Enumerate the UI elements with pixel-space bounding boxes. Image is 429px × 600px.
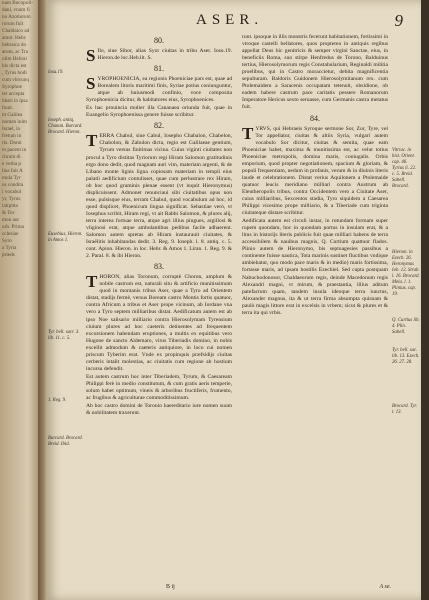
previous-page-line: lius fuit A [2,168,23,174]
previous-page-line: cum vbicunq [2,77,29,83]
entry-number: 81. [154,64,164,74]
previous-page-line: & Tor [2,210,15,216]
previous-page-line: olim Hebrai [2,56,27,62]
previous-page-line: nomen inim [2,119,27,125]
previous-page-line: arum, ac Tra [2,49,29,55]
drop-capital: T [86,131,98,151]
catchword: A se. [379,584,391,590]
signature-mark: B ij [166,584,175,590]
previous-page-line: bis dicta est [2,63,27,69]
book-page [46,0,421,600]
previous-page-line: Chaldaico ad [2,28,30,34]
margin-note: Iosu.19. [48,70,64,75]
entry-paragraph [86,105,232,119]
previous-page-line: Syro [2,238,12,244]
entry-text: Ab hoc castro domini de Toronio haereditario iure nomen suum & nobilitatem traxerunt. [86,403,232,417]
margin-note: Q. Curtius lib. 4. Plin. Sabell. [392,318,420,335]
entry-text: Est autem castrum hoc inter Tiberiadem, Tyrum, & Caesaream Philippi ferè in medio constitutum, & cum gratis aeris temperie, solum habet optimum, vineis & arboribus fructiferis, frumento, ac frugibus & agriculturae commoditissimum. [86,373,232,402]
left-text-column [86,34,232,418]
previous-page-line: rorum fuit [2,21,24,27]
drop-capital: S [86,74,96,94]
entry-paragraph [242,218,388,317]
entry-paragraph [86,133,232,260]
entry-text: Ilo, siue Sihor, alias Syor ciuitas in tribu Aser. Iosu.19. Hieron.de loc.Heb.lit. S. [97,48,232,62]
previous-page-line: ter accepta [2,91,25,97]
margin-note: Heronymus Iob. 12. Strab. l. 16. Brocard. Mela. l. 1. Plinius. cap. 19. [392,262,420,297]
page-number: 9 [394,11,403,30]
previous-page-line: dani, vnum fi [2,7,30,13]
entry-number: 84. [310,113,320,123]
previous-page-line: i vocabul [2,189,22,195]
previous-page-line: m pacem in [2,147,27,153]
previous-page-line: ris. Domi [2,140,22,146]
entry-text: Aedificata autem est circuli instar, in rotundam formam super rupem quondam, hoc in quondam portus in insulam erat, & a litus in historijs literis publicis fuit quae milliari habens de terra accessibilem & nauibus magnis, Q. Curtium quattuor flados. Plinio autem de Hieronymo, bis septuagesies passibus a continente fuisse nautica, Tota marinis sustinet fluctibus vndique ambiebatur, quo modo pace maris & in medio) maris fortissima, fortasse maris, ad ipsam hostilis Ezechiel. Sed capta postquam Nabuchodonosor, Chaldaeorum regis, deinde Macedonum regis Alexandri magni, vt mirum, & praestantia, illius aditum patefactum quam, tandem insula ideoque terra iunctus, Alexander magnus, ita & ut terra firma absumpta quisnam & paulò magis littore erat in excelsis in vrbem; sicut & plures et & terra ita qui vrbis. [242,218,388,316]
right-text-column [242,34,388,318]
previous-page-line: prieds [2,252,15,258]
previous-page-line: urb. Prima [2,224,24,230]
entry-text: runt. ipsoque in illis monstris fecerunt habitationem, fortissimi in vtroque castelli bellatores, quos propterea in antiquis regibus appellat Deus hic genitricis & semper virgini Sanctae, eius, in beneficiis Roma, suo stirpe Henfredus de Torono, Balduinus tertius, Hierosolymorum regis Constabularium, Reginaldi militia proelibus, qui in Castro moraccietur, debita magnificentia sepulturam. Baldoris Guidonem Hierosolymitanum rex. cum Ptolemaidem a Saracenis occupatam tetenuit, obsidione, ob eadem habere castrum pace caritatis pessere Romanorum Imperatore Hericus sexto seruasse, cum Germanis castra metatus fuit. [242,34,388,111]
entry-paragraph [242,123,388,218]
running-head-title: ASER. [196,12,264,28]
previous-page-line: yr, Tyrus [2,196,21,202]
previous-page-line: , Tyrus hodi [2,70,27,76]
entry-paragraph [86,403,232,417]
previous-page-line: nam Bocopoli- [2,0,33,6]
entry-number: 83. [154,262,164,272]
previous-page-line: bbari in ipsa [2,98,28,104]
entry-text: ERRA Chabul, siue Cabul, Iosepho Chabalon, Chabelon, Chabolon, & Zabulon dicta, regio est Galilaeae gentium, Tyrum versus finitimas vicina. Cuius viginti ciuitates non procul a Tyro distitas Tyriorum regi Hiram Salomon gratitudinis ergo dono dedit, quod magnam auri vim, materiam argenti, & de Libano monte lignis ligna copiosam materiam in templi eius palatii aedificium contulisset, quae cum perlustrare rex Hiram, ob hoc quod graminis plenae essent (vt inquit Hieronymus) displicuissent. Admonet renunciaui sibi ciuitatibus opus non esse, pulsisque eius, terram Chabul, quod vocabulum ad hoc, id quod displicet, Phoenicum lingua significat. Sebastiae verò, vt Iosephus scribit, Hiram regi, vt ait Rabbi Salomon, & plures alij, terra interea fortuae terra, atque agri illius pingues, argillosi & vliginosi erat, atque ambulantibus pedibus facile adhaerent. Salomon autem spretas ab Hiram instaurauit ciuitates, & Israëlitis inhabitandas dedit. 3. Reg. 9. Ioseph. l. 8. antiq. c. 5. cont. Apion. Hieron. in loc. Hebr. & Amos 1. Liran. 1. Reg. 9. & 2. Paral. 8. & ibi Hieron. [86,133,232,260]
entry-paragraph [86,76,232,104]
previous-page-line: latipitta [2,203,18,209]
previous-page-line: cclesiae [2,231,19,237]
entry-paragraph [242,34,388,112]
previous-page-line: Israel, in [2,126,21,132]
previous-page-line: fouit. [2,105,14,111]
previous-page-line: amor. Hebr. [2,35,27,41]
margin-note: Vitriac. in hist. Orient. cap. 46. Tyrius li. 22. c. 5. Breid. Sabell. Brocard. [392,148,417,189]
entry-text: Ex hac prouincia mulier illa Cananaea oriunda fuit, quae in Euangelio Syrophoenissa genere fuisse scribitur. [86,105,232,119]
entry-paragraph [86,374,232,402]
margin-note: 1. Reg. 9. [48,398,67,403]
drop-capital: T [86,272,98,292]
margin-note: Tyr. bell. sac. lib. 13. Ezech. 26. 27. 28. [392,348,420,365]
previous-page-line: Syrophoe [2,84,22,90]
running-head [46,12,421,34]
previous-page-line: chrum di [2,154,21,160]
entry-paragraph [86,274,232,373]
entry-number: 80. [154,36,164,45]
entry-text: YROPHOENICIA, ea regionis Phoeniciae pars est, quae ad Borealem litoris maritimi finis, Syriae potius coniunguntur, atque ab huiusmodi confinio, voce composita Syrophoenicia dicitur, & habitatores eius, Syrophoenices. [86,76,232,104]
previous-page-line: no Azotiorum [2,14,31,20]
previous-page-line: mula Tyr [2,175,21,181]
entry-paragraph [86,46,232,65]
drop-capital: T [242,123,254,143]
margin-note: Burcard. Brocard. Breid. Ibid. [48,436,83,447]
previous-page-line: e verba p [2,161,22,167]
previous-page-line: nt Galilea [2,112,23,118]
previous-page-line: mon aut [2,217,19,223]
margin-note: Ioseph. antiq. Chanan. Burcard. Brocard. Hieron. [48,118,83,135]
margin-note: Tyr. bell. sacr. 3. lib. 11. c. 5. [48,330,80,341]
margin-note: Hierom. in Ezech. 26. [392,250,413,261]
margin-note: Brocard. Tyr. l. 13. [392,404,418,415]
entry-number: 82. [154,121,164,131]
previous-page-line: hebraica do [2,42,27,48]
previous-page-edge [0,0,40,600]
previous-page-line: us condita [2,182,24,188]
entry-text: YRVS, qui Hebraeis Syroque sermone Sor, Zor, Tyre, vel Tor appellatur, ciuitas & altiis Syria, vulgari autem vocabulo Sor dicitur, ciuitas & semita, quae eam Phoeniciae habet, maxima & munitissima est, ac velut totius Phoeniciae metropolis, domina maris, coniugalis. Orbis emporium, quod propter negotiationem, spacium & gloriam, & populi frequentiam, nedum in profanis, verum & in diuinis literis laude et celebrationem. Distat verius Aquilonem a Ptolemaide quatuor leucis meridiano milliari contra Austrum ab Eleutheropolis tribus, contra Occidentem vero a Ciuitate Aser, cuius milliaribus, Sexcentos stadia, Tyro siquidem a Caesarea Philippi vicesimo prope milliario, & a Tiberiade cum triginta ciuitateque distare scribitur. [242,125,388,217]
entry-text: HORON, alias Toronum, corruptè Choron, amplum & nobile castrum est, naturali situ & artificio munitissimum quod in montanis tribus Aser, quae a Tyro ad Orientem distat, stadijs fermè, versus Boream castro Montis fortis quatuor, contra Africum a tribus et Aser prope vicinum, ab Iordane vna vero a Tyro septem milliaribus distat. Aedificatum autem est ab ipso Noe salisario milliario contra Hierosolymam Tyrensium ciuium plures ad hoc caeteris detinentes ad frequentem excursionem habendam eruptiones, a multis ex equitibus vero Hugone de sancto Aldemaro, virus Tiberiadis domino, in nobis excellit admodum & caeteris antiquiore, in loco cui nomen priscum Tyberim erat. Vnde ex propinquis præfsidijs ciuitas cerberis intalit molestias, ac ciuitatis cum regione ab hostium incursu defendit. [86,274,232,372]
margin-note: Eusebius, Hieron. in Amos 1. [48,232,83,243]
previous-page-line: a Tyria [2,245,17,251]
drop-capital: S [86,46,96,65]
previous-page-line: fretum in [2,133,22,139]
